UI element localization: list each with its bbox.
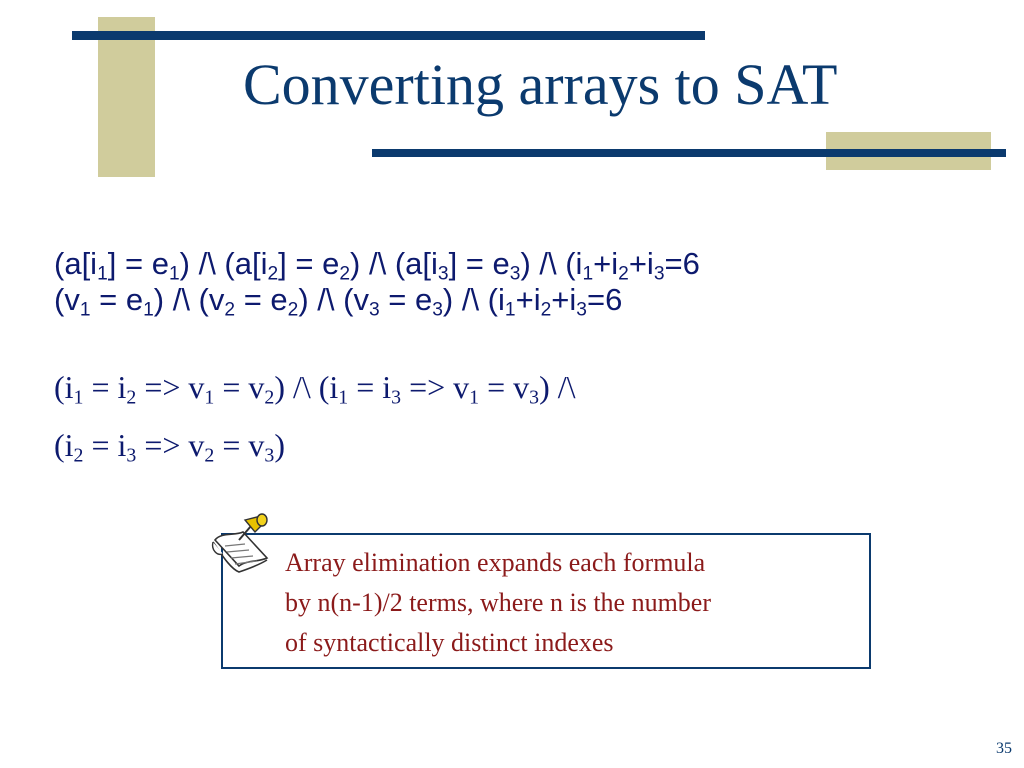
subscript: 3 — [391, 386, 402, 409]
formula-text: ] = e — [448, 246, 510, 281]
note-pushpin-icon — [205, 510, 285, 582]
formula-text: ) /\ (a[i — [350, 246, 438, 281]
formula-text: = v — [214, 369, 265, 405]
formula-text: ) /\ — [539, 369, 576, 405]
subscript: 3 — [576, 299, 587, 321]
slide-title: Converting arrays to SAT — [243, 52, 838, 117]
formula-line-3 — [54, 365, 576, 409]
subscript: 1 — [204, 386, 215, 409]
slide-number: 35 — [996, 740, 1012, 757]
subscript: 2 — [267, 263, 279, 285]
subscript: 1 — [582, 263, 594, 285]
formula-text: ) /\ (i — [442, 282, 505, 317]
formula-text: ) /\ (i — [274, 369, 339, 405]
formula-text: +i — [551, 282, 577, 317]
subscript: 1 — [168, 263, 180, 285]
note-line: by n(n-1)/2 terms, where n is the number — [285, 588, 712, 617]
note-text — [285, 543, 855, 663]
formula-text: ) — [274, 427, 285, 463]
subscript: 1 — [469, 386, 480, 409]
formula-text: +i — [593, 246, 619, 281]
subscript: 3 — [432, 299, 443, 321]
accent-bar-vertical — [98, 17, 155, 177]
subscript: 3 — [368, 299, 380, 321]
formula-text: = i — [83, 369, 127, 405]
bottom-rule — [372, 149, 1006, 157]
note-line: Array elimination expands each formula — [285, 548, 706, 577]
formula-text: = e — [235, 282, 288, 317]
formula-text: (i — [54, 427, 74, 463]
subscript: 3 — [437, 263, 449, 285]
subscript: 2 — [224, 299, 236, 321]
subscript: 2 — [339, 263, 351, 285]
formula-text: = v — [214, 427, 265, 463]
subscript: 2 — [618, 263, 629, 285]
formula-text: ) /\ (a[i — [179, 246, 268, 281]
formula-text: = i — [83, 427, 127, 463]
formula-text: = v — [479, 369, 530, 405]
formula-text: => v — [136, 369, 205, 405]
formula-text: ] = e — [278, 246, 340, 281]
formula-text: => v — [136, 427, 205, 463]
formula-text: = i — [348, 369, 392, 405]
subscript: 3 — [509, 263, 521, 285]
formula-text: +i — [628, 246, 654, 281]
top-rule — [72, 31, 705, 40]
subscript: 1 — [73, 386, 84, 409]
subscript: 1 — [504, 299, 516, 321]
subscript: 3 — [264, 444, 275, 467]
subscript: 1 — [79, 299, 91, 321]
subscript: 2 — [264, 386, 275, 409]
subscript: 2 — [540, 299, 552, 321]
formula-text: => v — [401, 369, 470, 405]
formula-text: ) /\ (v — [153, 282, 225, 317]
formula-text: (a[i — [54, 246, 98, 281]
formula-text: = e — [90, 282, 144, 317]
subscript: 1 — [97, 263, 108, 285]
subscript: 2 — [204, 444, 215, 467]
formula-text: ] = e — [107, 246, 169, 281]
subscript: 2 — [73, 444, 84, 467]
formula-text: =6 — [586, 282, 623, 317]
note-line: of syntactically distinct indexes — [285, 628, 614, 657]
formula-text: (v — [54, 282, 80, 317]
subscript: 3 — [653, 263, 665, 285]
formula-line-4 — [54, 423, 285, 467]
subscript: 3 — [529, 386, 540, 409]
formula-text: +i — [515, 282, 541, 317]
formula-line-2 — [54, 278, 622, 322]
subscript: 1 — [143, 299, 154, 321]
subscript: 2 — [126, 386, 137, 409]
subscript: 3 — [126, 444, 137, 467]
formula-text: ) /\ (i — [520, 246, 583, 281]
formula-text: ) /\ (v — [298, 282, 369, 317]
formula-text: =6 — [664, 246, 700, 281]
subscript: 2 — [287, 299, 299, 321]
formula-text: = e — [379, 282, 433, 317]
subscript: 1 — [338, 386, 349, 409]
formula-text: (i — [54, 369, 74, 405]
